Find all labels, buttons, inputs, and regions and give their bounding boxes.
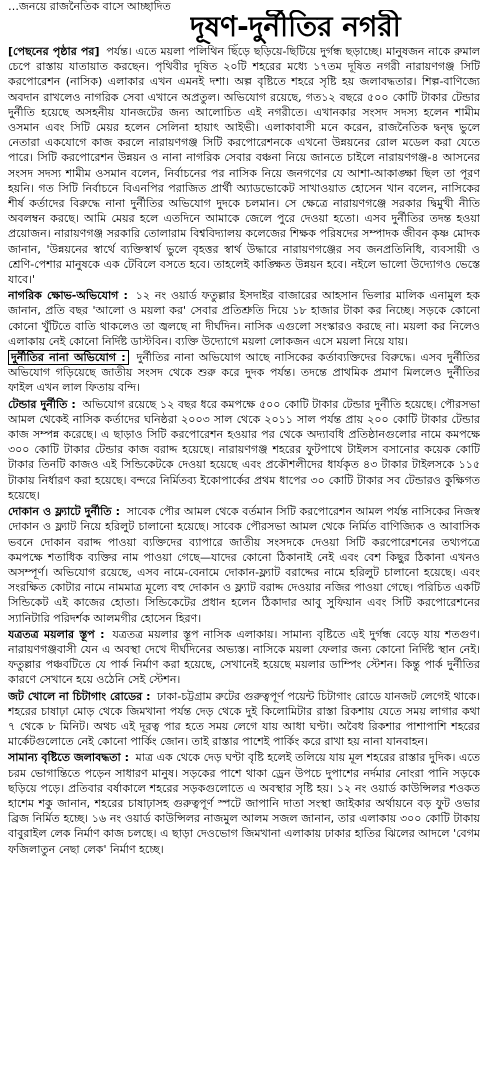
section-chittagong-road-jam [8,689,480,750]
article-headline: দূষণ-দুর্নীতির নগরী [190,10,401,43]
section-heading: টেন্ডার দুর্নীতি : [8,397,76,411]
top-cut-text: …জনয়ে রাজনৈতিক বাসে আচ্ছাদিত [8,0,171,13]
section-heading: নাগরিক ক্ষোভ-অভিযোগ : [8,289,128,303]
section-heading: জট খোলে না চিটাগাং রোডের : [8,689,151,703]
section-waterlogging [8,750,480,856]
section-heading: সামান্য বৃষ্টিতে জলাবদ্ধতা : [8,751,130,765]
section-text: ঢাকা-চট্টগ্রাম রুটের গুরুত্বপূর্ণ পয়েন্ট চিটাগাং রোডে যানজট লেগেই থাকে। শহরের চাষাঢ়া মোড় থেকে জিমখানা পর্যন্ত দেড় থেকে দুই কিলোমিটার রাস্তা রিকশায় যেতে সময় লাগার কথা ৭ থেকে ৮ মিনিট। অথচ এই দূরত্ব পার হতে সময় লেগে যায় আধা ঘণ্টা। অবৈধ রিকশার পাশাপাশি শহরের মার্কেটগুলোতে নেই কোনো পার্কিং জোন। তাই রাস্তার পাশেই পার্কিং করে রাখা হয় নানা যানবাহন। [8,689,480,749]
section-text: সাবেক পৌর আমল থেকে বর্তমান সিটি করপোরেশন আমল পর্যন্ত নাসিকের নিজস্ব দোকান ও ফ্ল্যাট নিয়ে হরিলুট চালানো হয়েছে। সাবেক পৌরসভা আমল থেকে নির্মিত বাণিজ্যিক ও আবাসিক ভবনে দোকান বরাদ্দ পাওয়া ব্যক্তিদের ব্যাপারে জাতীয় সংসদকে দেওয়া সিটি করপোরেশনের তথ্যপত্রে কমপক্ষে শতাধিক ব্যক্তির নাম পাওয়া গেছে—যাদের কোনো ঠিকানাই নেই এবং বেশ কিছুর ঠিকানা এখনও অসম্পূর্ণ। অভিযোগ রয়েছে, এসব নামে-বেনামে দোকান-ফ্ল্যাট বরাদ্দের নামে হরিলুট চালানো হয়েছে। এবং সংরক্ষিত কোটার নামে নামমাত্র মূল্যে বহু দোকান ও ফ্ল্যাট বরাদ্দ দেওয়ার নজির পাওয়া গেছে। পরিচিত একটি সিন্ডিকেট এই কাজের হোতা। সিন্ডিকেটের প্রধান হলেন ঠিকাদার আবু সুফিয়ান এবং সিটি করপোরেশনের স্যানিটারি পরিদর্শক আলমগীর হোসেন হিরণ। [8,505,480,625]
section-civic-complaints [8,288,480,349]
section-heading: দোকান ও ফ্ল্যাটে দুর্নীতি : [8,505,120,519]
intro-text: পর্যন্ত। এতে ময়লা পলিথিন ছিঁড়ে ছড়িয়ে-ছিটিয়ে দুর্গন্ধ ছড়াচ্ছে। মানুষজন নাকে রুমাল চেপে রাস্তায় যাতায়াত করছেন। পৃথিবীর দূষিত ২০টি শহরের মধ্যে ১৭তম দূষিত নগরী নারায়ণগঞ্জ সিটি করপোরেশন (নাসিক) এলাকার এখন এমনই দশা। অল্প বৃষ্টিতে শহরে সৃষ্টি হয় জলাবদ্ধতার। শিল্প-বাণিজ্যে অবদান রাখলেও নাগরিক সেবা এখানে অপ্রতুল। অভিযোগ রয়েছে, গত১২ বছরে ৫০০ কোটি টাকার টেন্ডার দুর্নীতি হয়েছে অসহনীয় যানজটের জন্য আলোচিত এই নগরীতে। এখানকার সংসদ সদস্য হলেন শামীম ওসমান এবং সিটি মেয়র হলেন সেলিনা হায়াৎ আইভী। এলাকাবাসী মনে করেন, রাজনৈতিক দ্বন্দ্ব ভুলে নেতারা একযোগে কাজ করলে নারায়ণগঞ্জ সিটি করপোরেশনকে এখনো উন্নয়নের রোল মডেল করা যেতে পারে। সিটি করপোরেশন উন্নয়ন ও নানা নাগরিক সেবার বঞ্চনা নিয়ে জানতে চাইলে নারায়ণগঞ্জ-৪ আসনের সংসদ সদস্য শামীম ওসমান বলেন, নির্বাচনের পর নাসিক নিয়ে জনগণের যে আশা-আকাঙ্ক্ষা ছিল তা পূরণ হয়নি। গত সিটি নির্বাচনে বিএনপির পরাজিত প্রার্থী অ্যাডভোকেট সাখাওয়াত হোসেন খান বলেন, নাসিকের শীর্ষ কর্তাদের বিরুদ্ধে নানা দুর্নীতির অভিযোগ দুদকে চলমান। সে ক্ষেত্রে নারায়ণগঞ্জে সরকার দ্বিমুখী নীতি অবলম্বন করছে। আমি মেয়র হলে এতদিনে আমাকে জেলে পুরে দেওয়া হতো। এসব দুর্নীতির তদন্ত হওয়া প্রয়োজন। নারায়ণগঞ্জ সরকারি তোলারাম বিশ্ববিদ্যালয় কলেজের শিক্ষক পরিষদের সম্পাদক জীবন কৃষ্ণ মোদক জানান, 'উন্নয়নের স্বার্থে ব্যক্তিস্বার্থ ভুলে বৃহত্তর স্বার্থ উদ্ধারে নারায়ণগঞ্জের সব জনপ্রতিনিধি, ব্যবসায়ী ও শ্রেণি-পেশার মানুষকে এক টেবিলে বসতে হবে। তাহলেই কাঙ্ক্ষিত উন্নয়ন হবে। নইলে ভালো উদ্যোগও ভেস্তে যাবে।' [8,45,480,287]
section-garbage-heaps [8,627,480,688]
section-text: অভিযোগ রয়েছে ১২ বছর ধরে কমপক্ষে ৫০০ কোটি টাকার টেন্ডার দুর্নীতি হয়েছে। পৌরসভা আমল থেকেই নাসিক কর্তাদের ঘনিষ্ঠরা ২০০৩ সাল থেকে ২০১১ সাল পর্যন্ত প্রায় ২০০ কোটি টাকার টেন্ডার কাজ সম্পন্ন করেছে। এ ছাড়াও সিটি করপোরেশন হওয়ার পর থেকে অদ্যাবধি প্রতিষ্ঠানগুলোর নামে কমপক্ষে ৩০০ কোটি টাকার টেন্ডার কাজ বরাদ্দ হয়েছে। নারায়ণগঞ্জ শহরের ফুটপাথে টাইলস বসানোর কয়েক কোটি টাকার তিনটি কাজও এই সিন্ডিকেটকে দেওয়া হয়েছে এবং প্রকৌশলীদের ধার্যকৃত ৪৩ টাকার টাইলসকে ১১৫ টাকায় নির্ধারণ করা হয়েছে। বন্দরে নির্মিতব্য ইকোপার্কের প্রথম ধাপের ৩০ কোটি টাকার সব টেন্ডারও কুক্ষিগত হয়েছে। [8,397,480,502]
section-text: ১২ নং ওয়ার্ড ফতুল্লার ইসদাইর বাজারের আহসান ভিলার মালিক এনামুল হক জানান, প্রতি বছর 'আলো ও ময়লা কর' সেবার প্রতিশ্রুতি দিয়ে ১৮ হাজার টাকা কর নিচ্ছে। সড়কে কোনো কোনো খুঁটিতে বাতি থাকলেও তা জ্বলছে না দীর্ঘদিন। নাসিক এগুলো সংস্কারও করছে না। ময়লা কর নিলেও এলাকায় নেই কোনো নির্দিষ্ট ডাস্টবিন। ব্যক্তি উদ্যোগে ময়লা লোকজন এসে ময়লা নিয়ে যায়। [8,289,480,348]
article-body [8,44,480,1088]
section-text: দুর্নীতির নানা অভিযোগ আছে নাসিকের কর্তাব্যক্তিদের বিরুদ্ধে। এসব দুর্নীতির অভিযোগ গড়িয়েছে জাতীয় সংসদ থেকে শুরু করে দুদক পর্যন্ত। তদন্তে প্রাথমিক প্রমাণ মিললেও দুর্নীতির ফাইল এখন লাল ফিতায় বন্দি। [8,351,480,395]
intro-paragraph [8,44,480,287]
section-corruption-allegations [8,350,480,396]
lead-label: [পেছনের পৃষ্ঠার পর] [8,45,100,58]
section-tender-corruption [8,397,480,503]
section-text: যত্রতত্র ময়লার স্তূপ নাসিক এলাকায়। সামান্য বৃষ্টিতে এই দুর্গন্ধ বেড়ে যায় শতগুণ। নারায়ণগঞ্জবাসী যেন এ অবস্থা দেখে দীর্ঘদিনের অভ্যস্ত। নাসিকে ময়লা ফেলার জন্য কোনো নির্দিষ্ট স্থান নেই। ফতুল্লার পঞ্চবটিতে যে পার্ক নির্মাণ করা হয়েছে, সেখানেই হয়েছে ময়লার ডাম্পিং স্টেশন। কিন্তু পার্ক দুর্নীতির কারণে সেখানে হয়ে ওঠেনি সেই স্টেশন। [8,627,480,687]
section-heading: দুর্নীতির নানা অভিযোগ : [8,350,129,365]
section-heading: যত্রতত্র ময়লার স্তূপ : [8,627,105,641]
section-text: মাত্র এক থেকে দেড় ঘণ্টা বৃষ্টি হলেই তলিয়ে যায় মূল শহরের রাস্তার দুদিক। এতে চরম ভোগান্তিতে পড়েন সাধারণ মানুষ। সড়কের পাশে থাকা ড্রেন উপচে দুপাশের নর্দমার নোংরা পানি সড়কে ছড়িয়ে পড়ে। প্রতিবার বর্ষাকালে শহরের সড়কগুলোতে এ অবস্থার সৃষ্টি হয়। ১২ নং ওয়ার্ড কাউন্সিলর শওকত হাশেম শকু জানান, শহরের চাষাঢ়াসহ গুরুত্বপূর্ণ স্পটে জাপানি দাতা সংস্থা জাইকার অর্থায়নে বড় ফুট ওভার ব্রিজ নির্মিত হচ্ছে। ১৬ নং ওয়ার্ড কাউন্সিলর নাজমুল আলম সজল জানান, তার এলাকায় ৩০০ কোটি টাকায় বাবুরাইল লেক নির্মাণ কাজ চলছে। এ ছাড়া দেওভোগ জিমখানা এলাকায় ঢাকার হাতির ঝিলের আদলে 'বেগম ফজিলাতুন নেছা লেক' নির্মাণ হচ্ছে। [8,751,480,856]
section-shop-flat-corruption [8,504,480,626]
